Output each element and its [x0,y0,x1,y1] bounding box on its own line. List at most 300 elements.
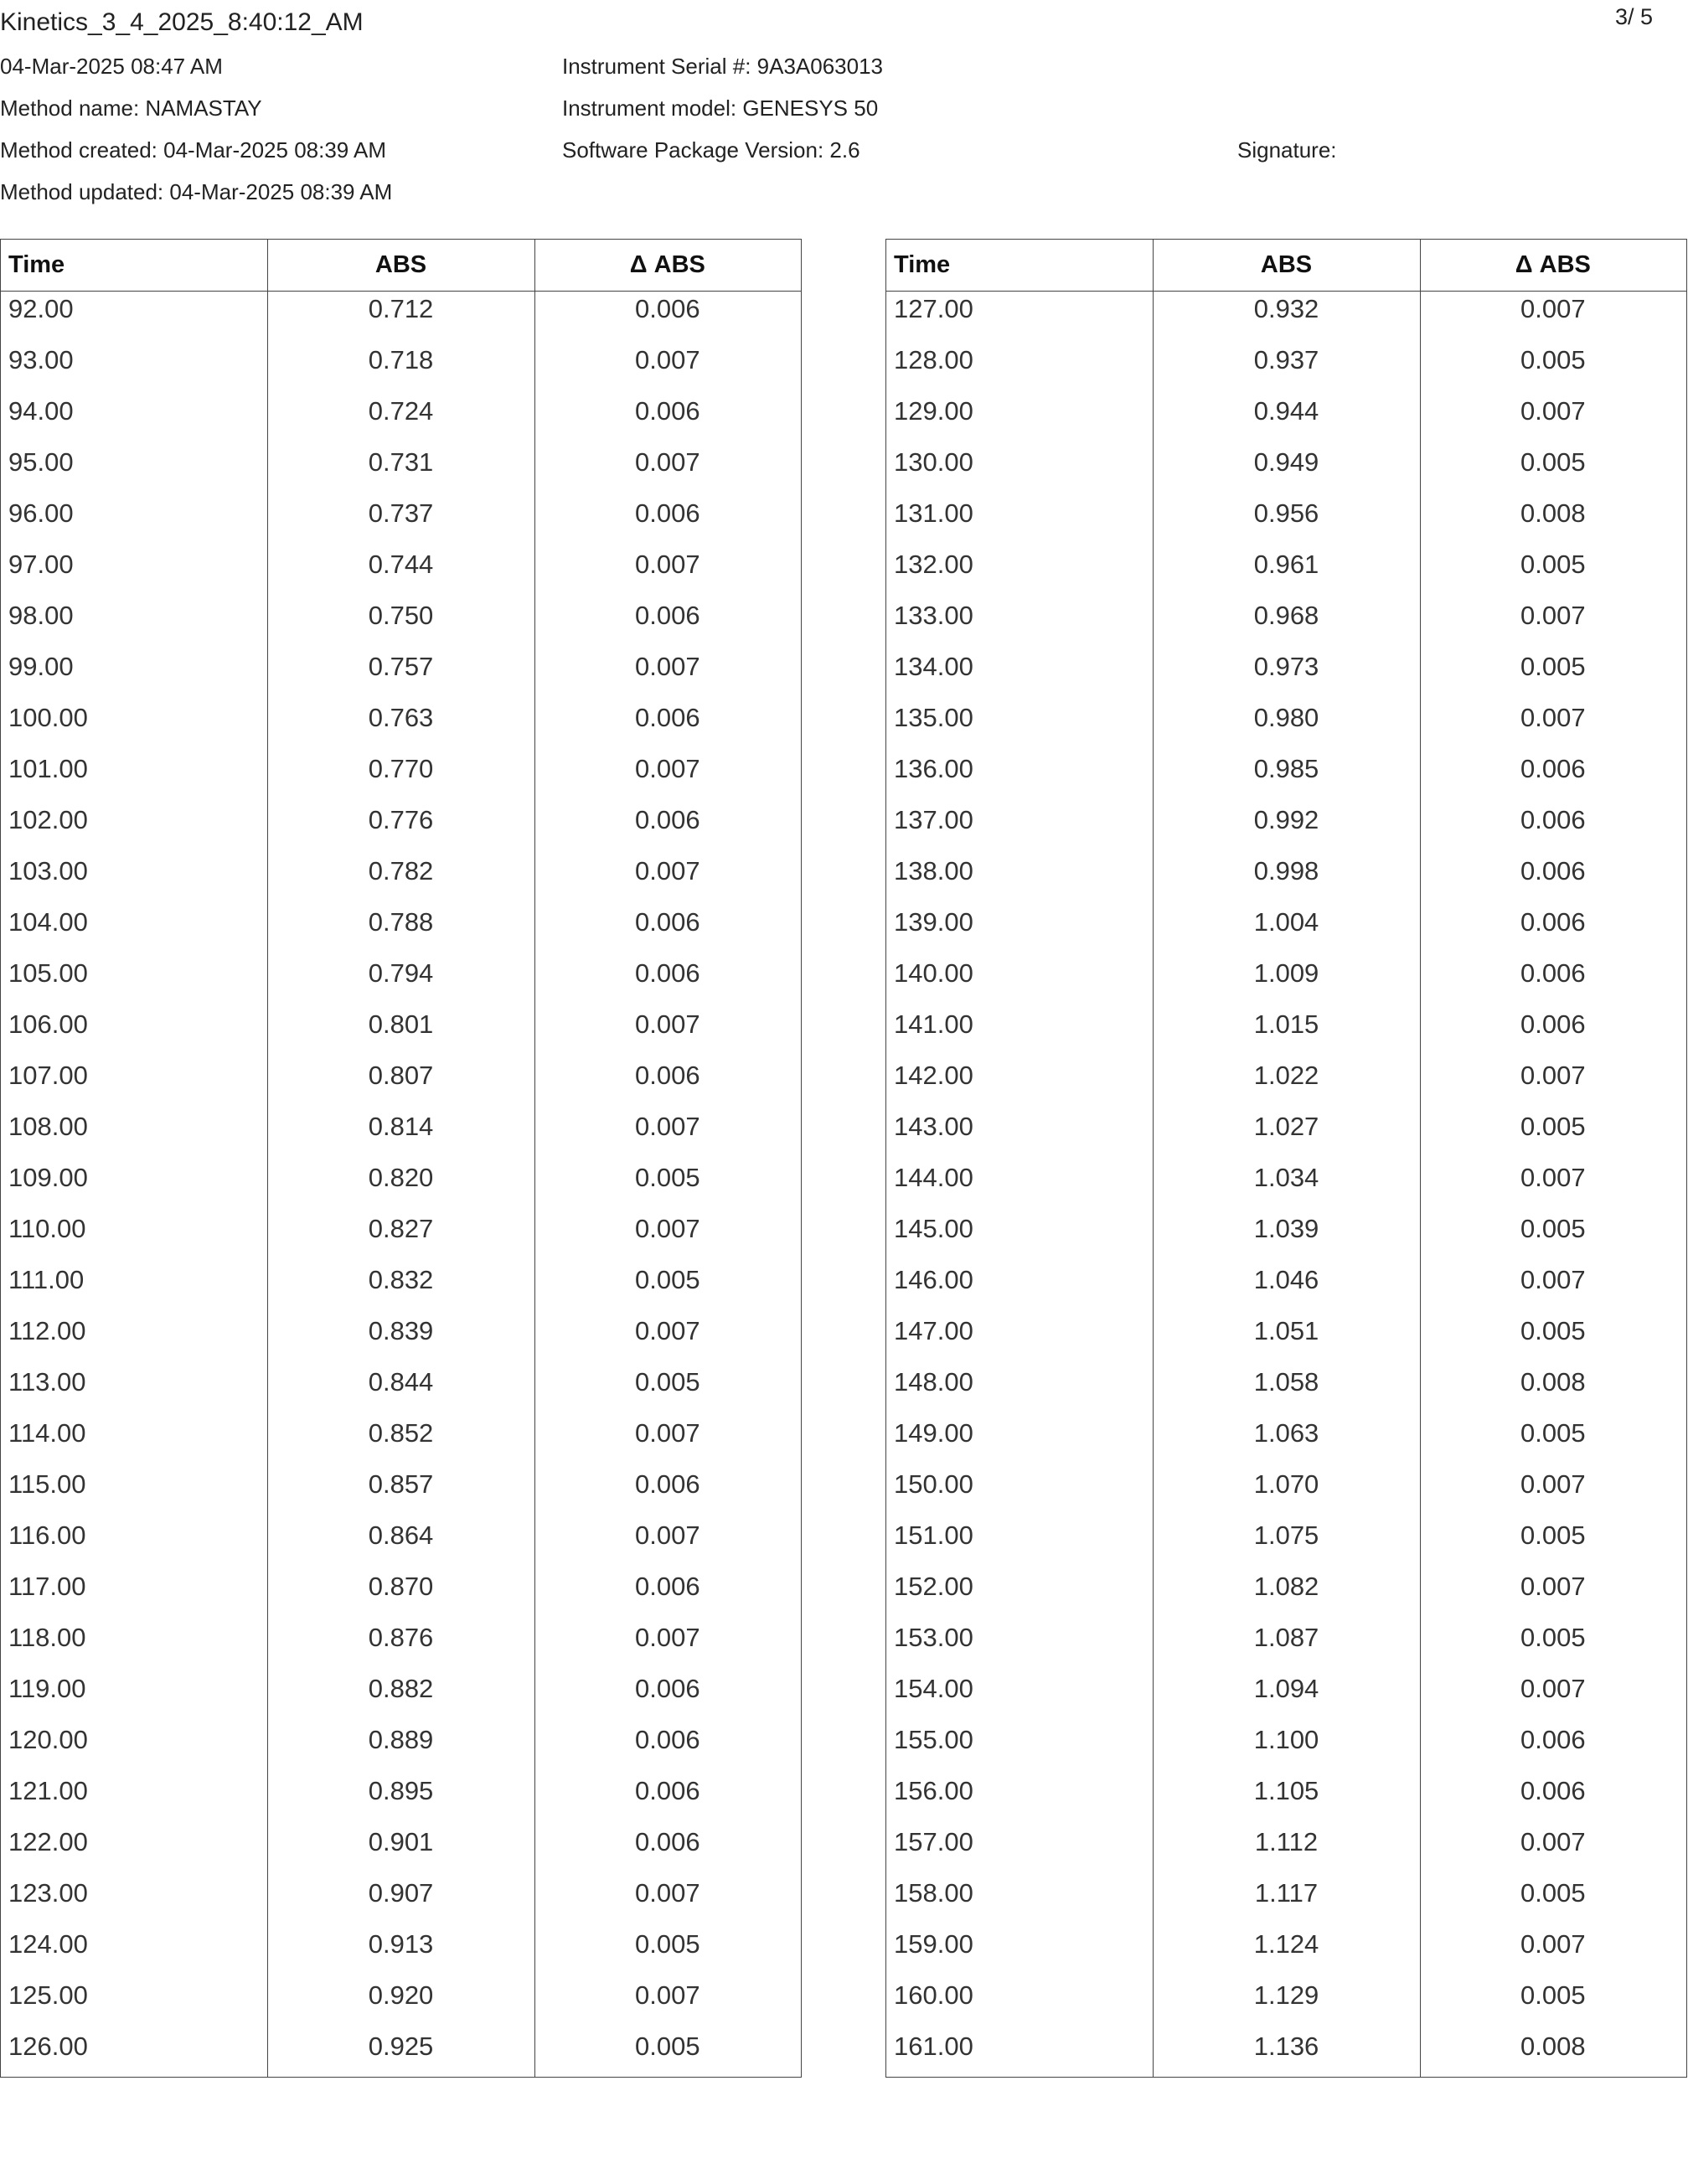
cell-time: 152.00 [894,1572,973,1601]
cell-time: 145.00 [894,1214,973,1243]
table-row [1,394,801,445]
report-date: 04-Mar-2025 08:47 AM [0,54,223,79]
cell-abs-cell [1153,1058,1419,1088]
cell-abs: 0.770 [368,754,434,783]
cell-time-cell [1,1109,267,1139]
cell-abs-cell [267,1007,534,1037]
cell-abs: 0.907 [368,1878,434,1908]
cell-time: 128.00 [894,345,973,374]
cell-delta-abs: 0.006 [635,907,700,937]
software-version: Software Package Version: 2.6 [562,137,860,163]
page-number: 3/ 5 [1615,4,1654,29]
cell-time: 148.00 [894,1367,973,1397]
cell-delta-abs-cell [534,1211,801,1242]
cell-time: 127.00 [894,294,973,323]
cell-abs-cell [267,905,534,935]
table-row [886,1058,1686,1109]
cell-abs-cell [1153,547,1419,577]
cell-delta-abs-cell [1420,1467,1686,1497]
cell-time-cell [1,1722,267,1753]
cell-delta-abs-cell [534,1978,801,2008]
cell-delta-abs-cell [1420,2029,1686,2059]
cell-abs-cell [1153,292,1419,322]
table-header [886,240,1686,292]
cell-time-cell [1,1825,267,1855]
cell-delta-abs: 0.006 [1520,907,1586,937]
table-row [886,1160,1686,1211]
document-title: Kinetics_3_4_2025_8:40:12_AM [0,8,364,36]
table-row [886,1569,1686,1620]
cell-delta-abs-cell [534,394,801,424]
cell-delta-abs: 0.007 [635,1009,700,1039]
cell-delta-abs-cell [534,1825,801,1855]
table-row [1,1978,801,2029]
cell-abs: 1.063 [1253,1418,1319,1448]
cell-time: 136.00 [894,754,973,783]
cell-time: 143.00 [894,1112,973,1141]
cell-delta-abs-cell [534,1160,801,1190]
cell-abs-cell [267,1262,534,1293]
cell-delta-abs-cell [534,751,801,782]
cell-time-cell [886,1876,1153,1906]
cell-delta-abs-cell [534,1671,801,1701]
cell-abs-cell [1153,1927,1419,1957]
cell-time: 99.00 [8,652,74,681]
cell-time: 95.00 [8,447,74,477]
cell-abs-cell [267,751,534,782]
cell-abs: 0.832 [368,1265,434,1294]
table-row [1,598,801,649]
cell-delta-abs-cell [534,1109,801,1139]
header-abs: ABS [1260,251,1313,278]
table-row [886,1876,1686,1927]
cell-delta-abs-cell [534,1467,801,1497]
cell-time-cell [1,854,267,884]
cell-delta-abs: 0.007 [1520,294,1586,323]
cell-abs: 0.857 [368,1469,434,1499]
cell-abs: 0.782 [368,856,434,885]
cell-abs-cell [1153,394,1419,424]
cell-delta-abs-cell [1420,1058,1686,1088]
table-row [1,1416,801,1467]
cell-abs-cell [267,1058,534,1088]
cell-delta-abs-cell [534,1927,801,1957]
cell-abs: 0.992 [1253,805,1319,834]
cell-abs-cell [1153,751,1419,782]
cell-delta-abs: 0.005 [1520,550,1586,579]
cell-abs-cell [267,547,534,577]
cell-time: 100.00 [8,703,88,732]
cell-time-cell [1,598,267,628]
header-delta-abs: Δ ABS [629,251,705,278]
cell-abs: 0.724 [368,396,434,426]
cell-time: 132.00 [894,550,973,579]
cell-delta-abs: 0.006 [1520,856,1586,885]
cell-abs: 0.985 [1253,754,1319,783]
cell-delta-abs-cell [534,1058,801,1088]
table-row [886,1774,1686,1825]
table-row [1,649,801,700]
cell-time: 120.00 [8,1725,88,1754]
cell-time: 121.00 [8,1776,88,1805]
signature-label: Signature: [1237,137,1337,163]
cell-delta-abs-cell [534,2029,801,2059]
table-row [886,1722,1686,1774]
table-row [1,496,801,547]
table-row [886,547,1686,598]
cell-time-cell [886,956,1153,986]
cell-delta-abs-cell [534,649,801,679]
table-header [1,240,801,292]
cell-delta-abs: 0.005 [1520,1623,1586,1652]
cell-time: 159.00 [894,1929,973,1959]
cell-abs: 0.870 [368,1572,434,1601]
cell-delta-abs: 0.008 [1520,2032,1586,2061]
cell-time: 117.00 [8,1572,86,1601]
cell-delta-abs-cell [1420,1160,1686,1190]
table-row [886,1109,1686,1160]
table-row [1,751,801,803]
cell-time: 93.00 [8,345,74,374]
cell-time: 158.00 [894,1878,973,1908]
cell-delta-abs: 0.006 [635,1674,700,1703]
method-updated: Method updated: 04-Mar-2025 08:39 AM [0,179,393,204]
cell-delta-abs: 0.006 [1520,1009,1586,1039]
cell-abs-cell [267,1671,534,1701]
cell-time-cell [1,1671,267,1701]
table-row [886,343,1686,394]
cell-delta-abs: 0.006 [1520,805,1586,834]
cell-abs-cell [1153,2029,1419,2059]
cell-abs-cell [267,598,534,628]
cell-time-cell [1,1007,267,1037]
cell-abs: 1.100 [1253,1725,1319,1754]
table-row [1,1518,801,1569]
cell-delta-abs: 0.005 [635,2032,700,2061]
table-row [886,956,1686,1007]
cell-abs: 0.895 [368,1776,434,1805]
table-row [886,1007,1686,1058]
cell-abs: 0.925 [368,2032,434,2061]
cell-time-cell [1,751,267,782]
cell-abs-cell [1153,700,1419,731]
cell-abs: 0.980 [1253,703,1319,732]
table-row [1,1467,801,1518]
cell-delta-abs: 0.007 [635,754,700,783]
cell-abs: 0.889 [368,1725,434,1754]
table-row [886,292,1686,343]
cell-time: 135.00 [894,703,973,732]
cell-abs-cell [1153,1211,1419,1242]
cell-time-cell [886,1211,1153,1242]
table-row [1,1774,801,1825]
cell-abs-cell [267,803,534,833]
cell-abs-cell [1153,1876,1419,1906]
cell-time-cell [1,1978,267,2008]
cell-abs-cell [1153,1365,1419,1395]
cell-delta-abs: 0.007 [635,856,700,885]
cell-time-cell [886,751,1153,782]
cell-delta-abs-cell [534,1262,801,1293]
cell-delta-abs-cell [1420,1927,1686,1957]
cell-delta-abs-cell [1420,854,1686,884]
cell-time-cell [886,1416,1153,1446]
cell-time-cell [1,1467,267,1497]
cell-time: 151.00 [894,1521,973,1550]
cell-abs: 0.820 [368,1163,434,1192]
cell-delta-abs-cell [534,1620,801,1650]
cell-time: 146.00 [894,1265,973,1294]
cell-delta-abs-cell [1420,700,1686,731]
cell-time-cell [1,1211,267,1242]
cell-delta-abs-cell [534,343,801,373]
cell-time: 124.00 [8,1929,88,1959]
cell-abs-cell [1153,803,1419,833]
cell-time: 142.00 [894,1061,973,1090]
cell-abs-cell [1153,1416,1419,1446]
cell-time: 144.00 [894,1163,973,1192]
table-row [1,700,801,751]
cell-delta-abs-cell [1420,803,1686,833]
cell-delta-abs-cell [534,854,801,884]
instrument-serial: Instrument Serial #: 9A3A063013 [562,54,884,79]
cell-delta-abs-cell [534,1876,801,1906]
table-body [886,292,1686,2080]
table-row [1,1007,801,1058]
cell-abs: 0.968 [1253,601,1319,630]
cell-time: 106.00 [8,1009,88,1039]
cell-delta-abs-cell [1420,598,1686,628]
kinetics-table-right [885,239,1687,2078]
cell-abs: 0.932 [1253,294,1319,323]
cell-delta-abs-cell [534,547,801,577]
cell-time-cell [1,1518,267,1548]
table-row [886,1927,1686,1978]
cell-abs: 1.039 [1253,1214,1319,1243]
table-row [1,1620,801,1671]
cell-abs-cell [1153,905,1419,935]
table-row [1,1211,801,1262]
cell-delta-abs-cell [1420,1262,1686,1293]
cell-delta-abs-cell [1420,1978,1686,2008]
cell-time: 131.00 [894,498,973,528]
cell-delta-abs: 0.007 [1520,1469,1586,1499]
cell-delta-abs: 0.006 [635,396,700,426]
cell-time: 98.00 [8,601,74,630]
table-row [1,547,801,598]
cell-abs-cell [1153,1569,1419,1599]
cell-time: 111.00 [8,1265,85,1294]
table-row [886,1467,1686,1518]
cell-delta-abs-cell [534,905,801,935]
cell-abs-cell [1153,956,1419,986]
table-row [886,1211,1686,1262]
cell-delta-abs-cell [1420,1365,1686,1395]
cell-time: 115.00 [8,1469,86,1499]
cell-delta-abs-cell [534,1569,801,1599]
table-row [1,1876,801,1927]
cell-delta-abs: 0.005 [1520,1521,1586,1550]
cell-time: 141.00 [894,1009,973,1039]
cell-delta-abs-cell [534,1774,801,1804]
cell-delta-abs: 0.007 [635,550,700,579]
cell-time-cell [886,1518,1153,1548]
cell-abs-cell [267,1825,534,1855]
cell-delta-abs-cell [1420,1314,1686,1344]
cell-time-cell [886,1058,1153,1088]
table-row [886,1365,1686,1416]
cell-time-cell [886,1927,1153,1957]
table-row [1,1825,801,1876]
cell-delta-abs: 0.007 [1520,1674,1586,1703]
cell-delta-abs: 0.007 [635,1980,700,2010]
cell-time: 102.00 [8,805,88,834]
table-row [1,803,801,854]
cell-abs-cell [1153,1160,1419,1190]
cell-delta-abs: 0.005 [1520,1316,1586,1345]
cell-abs: 0.794 [368,958,434,988]
cell-time-cell [886,854,1153,884]
cell-time: 137.00 [894,805,973,834]
cell-time: 129.00 [894,396,973,426]
cell-abs-cell [267,1722,534,1753]
cell-delta-abs: 0.007 [635,1521,700,1550]
cell-time-cell [1,292,267,322]
cell-abs-cell [267,854,534,884]
cell-delta-abs: 0.005 [1520,345,1586,374]
table-body [1,292,801,2080]
cell-abs: 0.776 [368,805,434,834]
cell-time-cell [886,649,1153,679]
cell-abs-cell [1153,1314,1419,1344]
cell-time-cell [886,1774,1153,1804]
cell-time-cell [886,598,1153,628]
table-row [886,700,1686,751]
cell-delta-abs-cell [534,292,801,322]
cell-delta-abs-cell [534,598,801,628]
table-row [886,2029,1686,2080]
cell-delta-abs-cell [1420,956,1686,986]
header-delta-abs: Δ ABS [1515,251,1591,278]
cell-time-cell [886,905,1153,935]
cell-delta-abs: 0.005 [1520,1878,1586,1908]
cell-abs: 0.839 [368,1316,434,1345]
cell-abs: 1.117 [1254,1878,1319,1908]
table-row [1,854,801,905]
table-row [886,1416,1686,1467]
cell-time: 105.00 [8,958,88,988]
cell-time-cell [1,649,267,679]
cell-time-cell [1,905,267,935]
cell-abs-cell [1153,1825,1419,1855]
cell-delta-abs: 0.008 [1520,498,1586,528]
cell-abs: 0.973 [1253,652,1319,681]
cell-abs-cell [267,445,534,475]
cell-abs: 1.009 [1253,958,1319,988]
cell-delta-abs: 0.005 [1520,1214,1586,1243]
cell-delta-abs: 0.007 [1520,601,1586,630]
cell-time: 139.00 [894,907,973,937]
cell-time-cell [886,1978,1153,2008]
cell-time: 109.00 [8,1163,88,1192]
cell-abs-cell [267,649,534,679]
cell-time: 116.00 [8,1521,86,1550]
table-row [1,1109,801,1160]
table-row [1,1671,801,1722]
cell-time-cell [886,343,1153,373]
cell-abs: 1.075 [1253,1521,1319,1550]
table-row [1,2029,801,2080]
cell-delta-abs: 0.005 [635,1929,700,1959]
method-created: Method created: 04-Mar-2025 08:39 AM [0,137,387,163]
cell-time: 118.00 [8,1623,86,1652]
cell-time: 138.00 [894,856,973,885]
cell-abs: 1.004 [1253,907,1319,937]
cell-abs: 1.082 [1253,1572,1319,1601]
cell-delta-abs-cell [1420,1518,1686,1548]
cell-abs: 1.087 [1253,1623,1319,1652]
cell-delta-abs-cell [534,1518,801,1548]
table-row [1,1058,801,1109]
cell-abs-cell [267,292,534,322]
cell-delta-abs-cell [1420,547,1686,577]
cell-delta-abs: 0.006 [635,703,700,732]
cell-time: 97.00 [8,550,74,579]
cell-abs-cell [267,1774,534,1804]
cell-abs-cell [267,1160,534,1190]
table-row [1,1365,801,1416]
cell-abs-cell [1153,1671,1419,1701]
cell-abs-cell [1153,1620,1419,1650]
table-row [1,905,801,956]
cell-abs-cell [267,1518,534,1548]
cell-time-cell [886,1365,1153,1395]
cell-delta-abs-cell [534,1314,801,1344]
cell-abs: 0.744 [368,550,434,579]
cell-delta-abs-cell [1420,1007,1686,1037]
cell-abs: 0.901 [368,1827,434,1856]
cell-delta-abs-cell [1420,1620,1686,1650]
cell-delta-abs-cell [1420,1211,1686,1242]
table-row [1,1569,801,1620]
cell-delta-abs: 0.006 [635,1061,700,1090]
cell-time: 149.00 [894,1418,973,1448]
cell-time: 125.00 [8,1980,88,2010]
cell-abs: 1.105 [1253,1776,1319,1805]
cell-time-cell [1,1876,267,1906]
table-row [886,1671,1686,1722]
cell-delta-abs-cell [1420,1569,1686,1599]
cell-time: 153.00 [894,1623,973,1652]
cell-abs-cell [267,1569,534,1599]
table-row [886,905,1686,956]
cell-time-cell [1,956,267,986]
cell-delta-abs: 0.007 [635,1878,700,1908]
cell-abs: 0.712 [368,294,434,323]
table-row [1,292,801,343]
table-row [886,649,1686,700]
cell-abs-cell [1153,1262,1419,1293]
cell-delta-abs: 0.006 [1520,1776,1586,1805]
cell-abs-cell [1153,854,1419,884]
cell-time-cell [1,700,267,731]
cell-delta-abs: 0.006 [635,805,700,834]
header-time: Time [894,251,951,278]
cell-time: 154.00 [894,1674,973,1703]
cell-delta-abs: 0.006 [1520,958,1586,988]
cell-time-cell [1,803,267,833]
cell-delta-abs: 0.006 [635,1827,700,1856]
